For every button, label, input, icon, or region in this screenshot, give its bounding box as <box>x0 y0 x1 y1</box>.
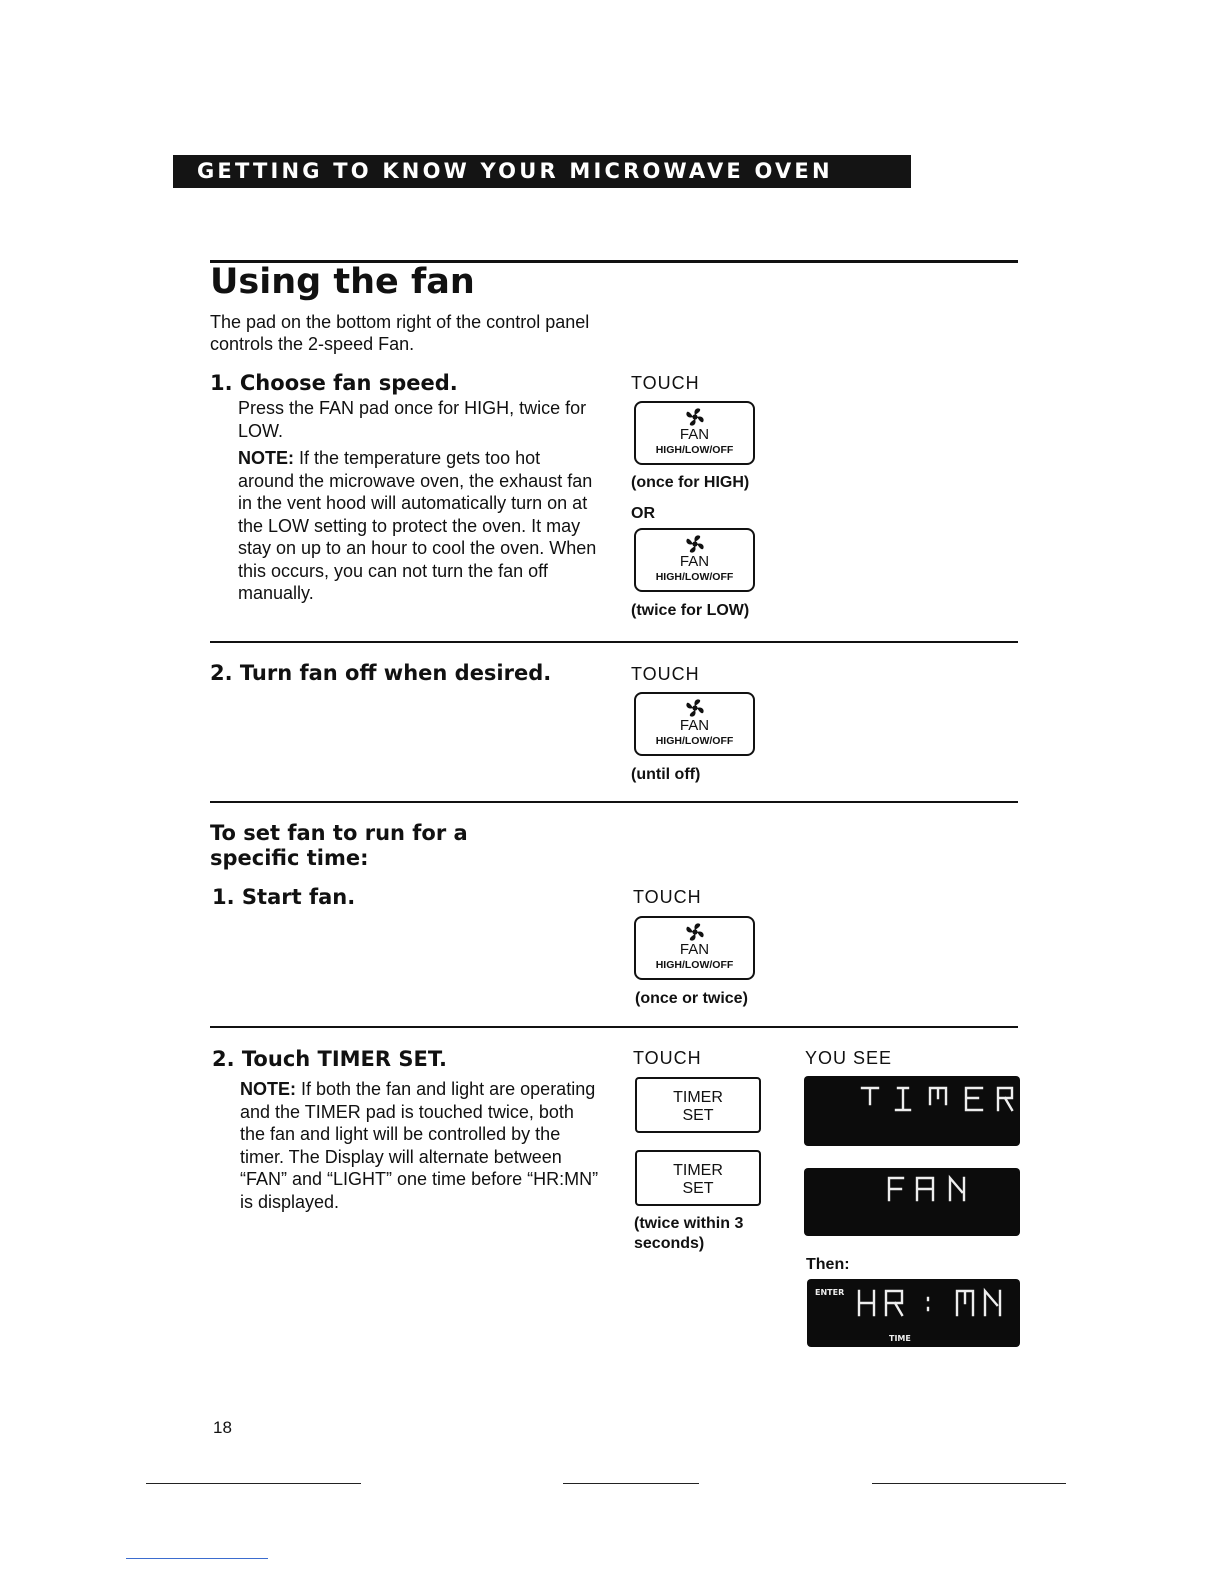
step1-note <box>238 447 600 605</box>
fan-icon <box>683 534 707 554</box>
touch-label: TOUCH <box>631 373 700 393</box>
footer-rule <box>872 1483 1066 1484</box>
time-indicator: TIME <box>889 1334 911 1343</box>
display-fan <box>804 1168 1020 1236</box>
fan-pad-button[interactable] <box>634 528 755 592</box>
footer-rule <box>146 1483 361 1484</box>
timer-pad-line1: TIMER <box>673 1162 723 1179</box>
touch-label: TOUCH <box>633 887 702 907</box>
caption-twice-low: (twice for LOW) <box>631 602 750 619</box>
page-number: 18 <box>213 1418 232 1437</box>
step2-heading: 2. Turn fan off when desired. <box>210 661 552 685</box>
display-timer-segments <box>804 1076 1020 1146</box>
section-banner: GETTING TO KNOW YOUR MICROWAVE OVEN <box>173 155 911 188</box>
note-text: If both the fan and light are operating and the TIMER pad is touched twice, both the fan and light will be controlled by the timer. The Display will alternate between “FAN” and “LIGHT” one time before “HR:MN” is displayed. <box>240 1079 599 1212</box>
fan-pad-sublabel: HIGH/LOW/OFF <box>655 571 734 583</box>
fan-icon <box>683 698 707 718</box>
note-text: If the temperature gets too hot around the microwave oven, the exhaust fan in the vent hood will automatically turn on at the LOW setting to protect the oven. It may stay on up to an hour to cool the oven. When this occurs, you can not turn the fan off manually. <box>238 448 597 603</box>
fan-icon <box>683 407 707 427</box>
timer-note <box>240 1078 600 1213</box>
touch-label: TOUCH <box>631 664 700 684</box>
fan-icon <box>683 922 707 942</box>
fan-pad-button[interactable] <box>634 916 755 980</box>
fan-pad-sublabel: HIGH/LOW/OFF <box>655 959 734 971</box>
timer-set-button[interactable] <box>635 1077 761 1133</box>
enter-indicator: ENTER <box>815 1288 845 1297</box>
display-timer <box>804 1076 1020 1146</box>
fan-pad-sublabel: HIGH/LOW/OFF <box>655 735 734 747</box>
fan-pad-sublabel: HIGH/LOW/OFF <box>655 444 734 456</box>
step1-text: Press the FAN pad once for HIGH, twice for LOW. <box>238 398 587 441</box>
caption-once-high: (once for HIGH) <box>631 474 750 491</box>
display-hrmn-segments <box>807 1279 1020 1347</box>
timer-pad-line1: TIMER <box>673 1089 723 1106</box>
timer-pad-line2: SET <box>682 1107 714 1124</box>
or-label: OR <box>631 505 655 522</box>
footer-link-line <box>126 1558 268 1559</box>
fan-pad-button[interactable] <box>634 401 755 465</box>
note-label: NOTE: <box>240 1079 296 1099</box>
timer-pad-line2: SET <box>682 1180 714 1197</box>
timed-heading: To set fan to run for a specific time: <box>210 821 468 870</box>
divider <box>210 641 1018 643</box>
step1-heading: 1. Choose fan speed. <box>210 371 458 395</box>
fan-pad-label: FAN <box>679 426 710 443</box>
fan-pad-button[interactable] <box>634 692 755 756</box>
display-fan-segments <box>804 1168 1020 1236</box>
caption-once-or-twice: (once or twice) <box>635 990 748 1007</box>
display-hr-mn <box>807 1279 1020 1347</box>
caption-twice-within: (twice within 3 seconds) <box>634 1215 744 1252</box>
fan-pad-label: FAN <box>679 553 710 570</box>
caption-until-off: (until off) <box>631 766 701 783</box>
intro-text: The pad on the bottom right of the control panel controls the 2-speed Fan. <box>210 312 590 354</box>
page-title: Using the fan <box>210 262 475 302</box>
start-fan-heading: 1. Start fan. <box>212 885 356 909</box>
footer-rule <box>563 1483 699 1484</box>
fan-pad-label: FAN <box>679 941 710 958</box>
timer-set-button[interactable] <box>635 1150 761 1206</box>
divider <box>210 801 1018 803</box>
divider <box>210 1026 1018 1028</box>
you-see-label: YOU SEE <box>805 1048 893 1068</box>
fan-pad-label: FAN <box>679 717 710 734</box>
then-label: Then: <box>806 1256 850 1273</box>
touch-timer-heading: 2. Touch TIMER SET. <box>212 1047 447 1071</box>
touch-label: TOUCH <box>633 1048 702 1068</box>
note-label: NOTE: <box>238 448 294 468</box>
